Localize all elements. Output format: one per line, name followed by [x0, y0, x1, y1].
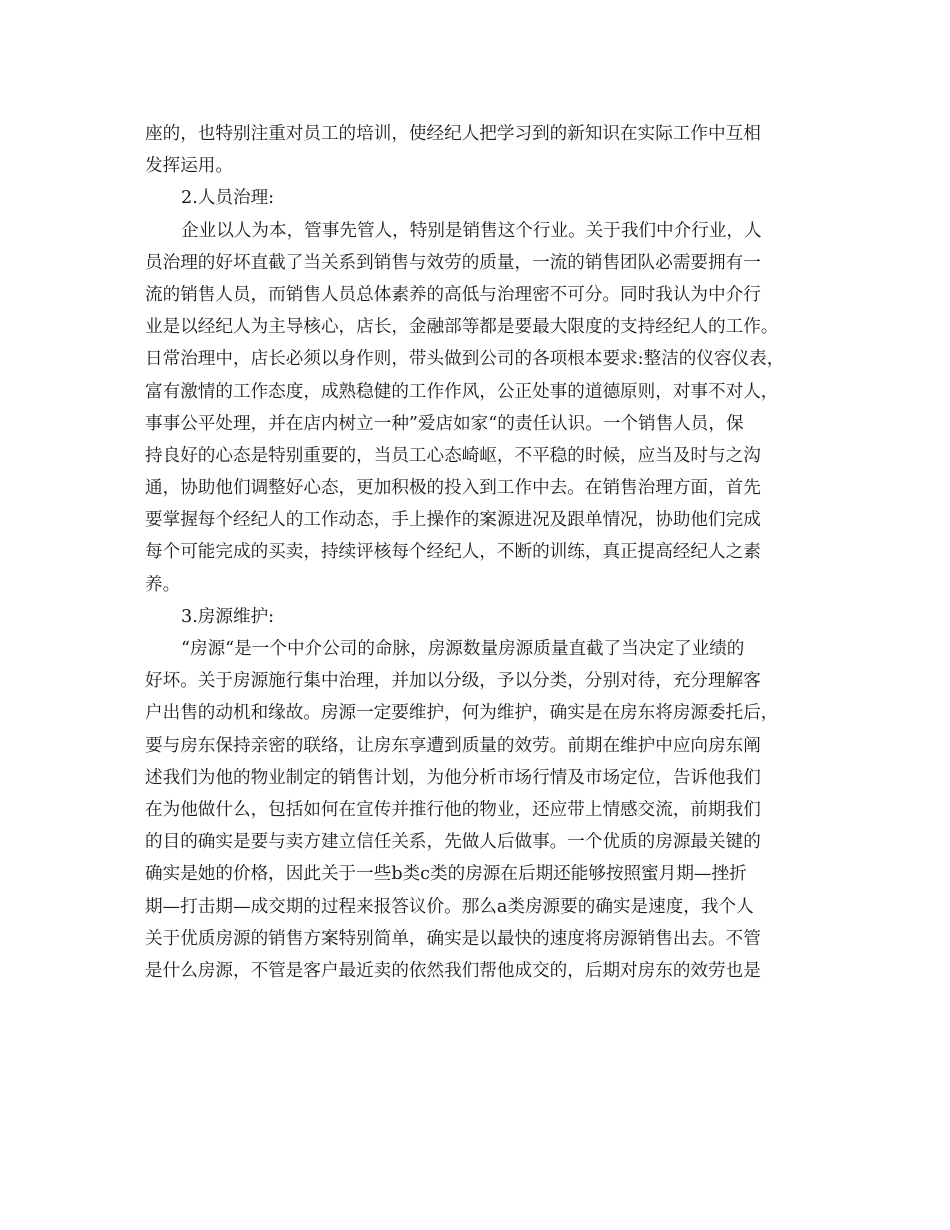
text-line: 述我们为他的物业制定的销售计划，为他分析市场行情及市场定位，告诉他我们 — [145, 767, 761, 788]
text-line: 企业以人为本，管事先管人，特别是销售这个行业。关于我们中介行业，人 — [181, 220, 762, 241]
text-line: 养。 — [145, 574, 181, 595]
text-line: 流的销售人员，而销售人员总体素养的高低与治理密不可分。同时我认为中介行 — [145, 284, 761, 305]
text-line: 期—打击期—成交期的过程来报答议价。那么a类房源要的确实是速度，我个人 — [145, 896, 754, 917]
text-line: 确实是她的价格，因此关于一些b类c类的房源在后期还能够按照蜜月期—挫折 — [145, 864, 747, 885]
text-line: 户出售的动机和缘故。房源一定要维护，何为维护，确实是在房东将房源委托后， — [145, 703, 779, 724]
text-line: 事事公平处理，并在店内树立一种”爱店如家“的责任认识。一个销售人员，保 — [145, 413, 744, 434]
text-line: 发挥运用。 — [145, 156, 233, 177]
text-line: 每个可能完成的买卖，持续评核每个经纪人，不断的训练，真正提高经纪人之素 — [145, 542, 761, 563]
text-line: 日常治理中，店长必须以身作则，带头做到公司的各项根本要求:整洁的仪容仪表， — [145, 349, 785, 370]
text-line: 通，协助他们调整好心态，更加积极的投入到工作中去。在销售治理方面，首先 — [145, 478, 761, 499]
text-line: 关于优质房源的销售方案特别简单，确实是以最快的速度将房源销售出去。不管 — [145, 928, 761, 949]
text-line: 2.人员治理: — [181, 188, 275, 209]
text-line: 要与房东保持亲密的联络，让房东享遭到质量的效劳。前期在维护中应向房东阐 — [145, 735, 761, 756]
text-line: 是什么房源，不管是客户最近卖的依然我们帮他成交的，后期对房东的效劳也是 — [145, 960, 761, 981]
text-line: 员治理的好坏直截了当关系到销售与效劳的质量，一流的销售团队必需要拥有一 — [145, 252, 761, 273]
text-line: 座的，也特别注重对员工的培训，使经纪人把学习到的新知识在实际工作中互相 — [145, 124, 761, 144]
text-line: 好坏。关于房源施行集中治理，并加以分级，予以分类，分别对待，充分理解客 — [145, 671, 761, 692]
text-line: 业是以经纪人为主导核心，店长，金融部等都是要最大限度的支持经纪人的工作。 — [145, 317, 779, 338]
text-line: 要掌握每个经纪人的工作动态，手上操作的案源进况及跟单情况，协助他们完成 — [145, 510, 761, 531]
text-line: 持良好的心态是特别重要的，当员工心态崎岖，不平稳的时候，应当及时与之沟 — [145, 445, 761, 466]
text-line: 的目的确实是要与卖方建立信任关系，先做人后做事。一个优质的房源最关键的 — [145, 832, 761, 853]
document-body — [145, 118, 805, 987]
text-line: “房源“是一个中介公司的命脉，房源数量房源质量直截了当决定了业绩的 — [181, 639, 745, 659]
text-line: 在为他做什么，包括如何在宣传并推行他的物业，还应带上情感交流，前期我们 — [145, 799, 761, 820]
text-line: 3.房源维护: — [181, 606, 275, 627]
text-line: 富有激情的工作态度，成熟稳健的工作作风，公正处事的道德原则，对事不对人， — [145, 381, 779, 402]
